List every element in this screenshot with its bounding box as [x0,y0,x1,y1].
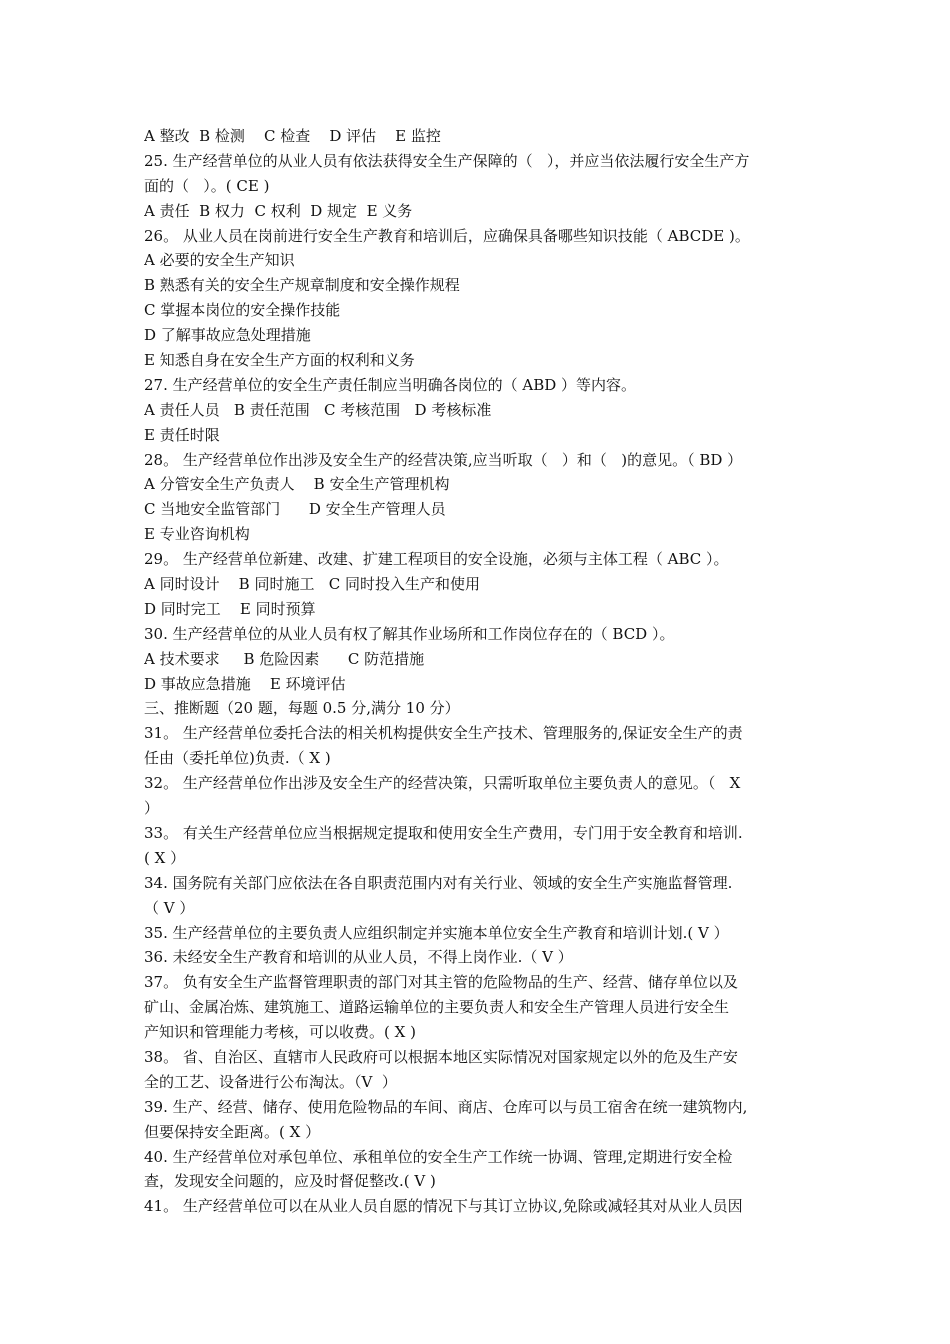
text-line: E 知悉自身在安全生产方面的权利和义务 [144,351,415,370]
text-line: 但要保持安全距离。( X ） [144,1122,321,1141]
text-line: 39. 生产、经营、储存、使用危险物品的车间、商店、仓库可以与员工宿舍在统一建筑物内, [144,1097,748,1116]
text-line: 38。 省、自治区、直辖市人民政府可以根据本地区实际情况对国家规定以外的危及生产安 [144,1047,738,1066]
text-line: A 整改 B 检测 C 检查 D 评估 E 监控 [144,127,441,145]
text-line: 28。 生产经营单位作出涉及安全生产的经营决策,应当听取（ ）和（ )的意见。（ BD ） [144,450,743,469]
text-line: A 同时设计 B 同时施工 C 同时投入生产和使用 [144,575,481,594]
text-line: A 责任人员 B 责任范围 C 考核范围 D 考核标准 [144,400,492,419]
text-line: E 责任时限 [144,425,220,444]
text-line: 35. 生产经营单位的主要负责人应组织制定并实施本单位安全生产教育和培训计划.( V ） [144,923,729,942]
text-line: ( X ） [144,848,186,867]
text-line: ） [144,799,160,818]
text-line: D 了解事故应急处理措施 [144,326,311,345]
text-line: （ V ） [144,898,195,917]
text-line: 40. 生产经营单位对承包单位、承租单位的安全生产工作统一协调、管理,定期进行安全检 [144,1147,733,1166]
text-line: A 必要的安全生产知识 [144,251,295,270]
text-line: 31。 生产经营单位委托合法的相关机构提供安全生产技术、管理服务的,保证安全生产的责 [144,724,743,743]
text-line: 产知识和管理能力考核，可以收费。( X ) [144,1023,416,1042]
text-line: 27. 生产经营单位的安全生产责任制应当明确各岗位的（ ABD ）等内容。 [144,375,637,394]
text-line: C 掌握本岗位的安全操作技能 [144,301,341,320]
text-line: 30. 生产经营单位的从业人员有权了解其作业场所和工作岗位存在的（ BCD ）。 [144,624,675,643]
text-line: 25. 生产经营单位的从业人员有依法获得安全生产保障的（ ），并应当依法履行安全生产方 [144,151,750,170]
text-line: 29。 生产经营单位新建、改建、扩建工程项目的安全设施，必须与主体工程（ ABC ）。 [144,550,729,569]
text-line: 36. 未经安全生产教育和培训的从业人员，不得上岗作业.（ V ） [144,948,573,967]
text-line: 34. 国务院有关部门应依法在各自职责范围内对有关行业、领域的安全生产实施监督管理. [144,873,733,892]
text-line: 任由（委托单位)负责.（ X ) [144,749,331,768]
text-line: D 同时完工 E 同时预算 [144,599,316,618]
text-line: 矿山、金属冶炼、建筑施工、道路运输单位的主要负责人和安全生产管理人员进行安全生 [144,998,730,1017]
text-line: C 当地安全监管部门 D 安全生产管理人员 [144,500,446,519]
text-line: 全的工艺、设备进行公布淘汰。（V ） [144,1072,397,1091]
section-heading: 三、推断题（20 题，每题 0.5 分,满分 10 分） [144,699,460,718]
text-line: 37。 负有安全生产监督管理职责的部门对其主管的危险物品的生产、经营、储存单位以及 [144,973,738,992]
text-line: 面的（ ）。( CE ) [144,176,270,195]
text-line: A 责任 B 权力 C 权利 D 规定 E 义务 [144,201,413,220]
text-line: 查，发现安全问题的，应及时督促整改.( V ) [144,1172,436,1191]
text-line: A 技术要求 B 危险因素 C 防范措施 [144,649,425,668]
text-line: 41。 生产经营单位可以在从业人员自愿的情况下与其订立协议,免除或减轻其对从业人员因 [144,1197,743,1216]
text-line: 33。 有关生产经营单位应当根据规定提取和使用安全生产费用，专门用于安全教育和培训. [144,823,743,842]
text-line: E 专业咨询机构 [144,525,250,544]
text-line: D 事故应急措施 E 环境评估 [144,674,346,693]
text-line: 26。 从业人员在岗前进行安全生产教育和培训后，应确保具备哪些知识技能（ ABCDE )。 [144,226,750,245]
text-line: 32。 生产经营单位作出涉及安全生产的经营决策，只需听取单位主要负责人的意见。（ X [144,774,741,793]
text-line: A 分管安全生产负责人 B 安全生产管理机构 [144,475,450,494]
text-line: B 熟悉有关的安全生产规章制度和安全操作规程 [144,276,460,295]
document-page [144,124,812,1219]
